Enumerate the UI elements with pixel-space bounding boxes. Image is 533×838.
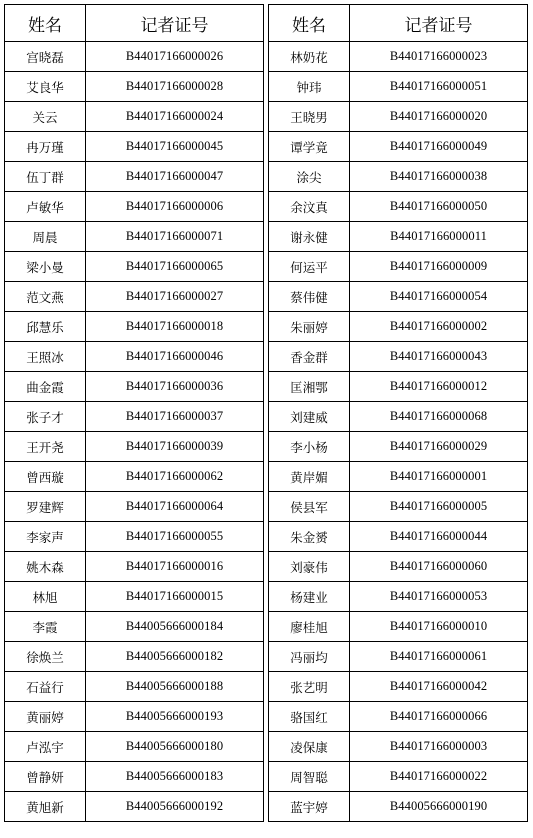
table-row bbox=[5, 642, 264, 672]
press-card-number-cell: B44017166000042 bbox=[350, 672, 528, 702]
table-row bbox=[269, 252, 528, 282]
reporter-name-cell: 余汶真 bbox=[269, 192, 350, 222]
press-card-number-cell: B44017166000027 bbox=[86, 282, 264, 312]
table-row bbox=[269, 792, 528, 822]
table-row bbox=[269, 72, 528, 102]
press-card-number-cell: B44017166000071 bbox=[86, 222, 264, 252]
table-row bbox=[269, 162, 528, 192]
reporter-name-cell: 周晨 bbox=[5, 222, 86, 252]
press-card-number-cell: B44005666000193 bbox=[86, 702, 264, 732]
press-card-number-cell: B44017166000046 bbox=[86, 342, 264, 372]
reporter-name-cell: 林奶花 bbox=[269, 42, 350, 72]
reporter-name-cell: 张艺明 bbox=[269, 672, 350, 702]
table-row bbox=[269, 402, 528, 432]
reporter-name-cell: 曲金霞 bbox=[5, 372, 86, 402]
table-row bbox=[5, 462, 264, 492]
press-card-number-cell: B44017166000002 bbox=[350, 312, 528, 342]
press-card-number-cell: B44005666000183 bbox=[86, 762, 264, 792]
roster-container bbox=[4, 4, 528, 822]
table-row bbox=[269, 102, 528, 132]
table-row bbox=[5, 192, 264, 222]
press-card-number-cell: B44017166000009 bbox=[350, 252, 528, 282]
reporter-name-cell: 梁小曼 bbox=[5, 252, 86, 282]
reporter-name-cell: 朱金赟 bbox=[269, 522, 350, 552]
press-card-number-cell: B44017166000003 bbox=[350, 732, 528, 762]
header-row bbox=[269, 5, 528, 42]
press-card-number-cell: B44017166000020 bbox=[350, 102, 528, 132]
table-row bbox=[5, 612, 264, 642]
table-row bbox=[269, 522, 528, 552]
roster-body-left bbox=[5, 42, 264, 822]
table-row bbox=[5, 402, 264, 432]
card-column-header: 记者证号 bbox=[350, 5, 528, 42]
reporter-name-cell: 徐焕兰 bbox=[5, 642, 86, 672]
reporter-name-cell: 蔡伟健 bbox=[269, 282, 350, 312]
reporter-name-cell: 林旭 bbox=[5, 582, 86, 612]
press-card-number-cell: B44017166000037 bbox=[86, 402, 264, 432]
table-row bbox=[5, 42, 264, 72]
reporter-name-cell: 黄丽婷 bbox=[5, 702, 86, 732]
press-card-number-cell: B44017166000050 bbox=[350, 192, 528, 222]
table-row bbox=[269, 462, 528, 492]
reporter-name-cell: 匡湘鄂 bbox=[269, 372, 350, 402]
table-row bbox=[269, 132, 528, 162]
press-card-number-cell: B44017166000026 bbox=[86, 42, 264, 72]
reporter-name-cell: 刘豪伟 bbox=[269, 552, 350, 582]
reporter-name-cell: 黄岸媚 bbox=[269, 462, 350, 492]
reporter-name-cell: 刘建威 bbox=[269, 402, 350, 432]
press-card-number-cell: B44017166000044 bbox=[350, 522, 528, 552]
press-card-number-cell: B44017166000006 bbox=[86, 192, 264, 222]
reporter-name-cell: 范文燕 bbox=[5, 282, 86, 312]
press-card-number-cell: B44017166000053 bbox=[350, 582, 528, 612]
table-row bbox=[5, 252, 264, 282]
press-card-number-cell: B44017166000018 bbox=[86, 312, 264, 342]
press-card-number-cell: B44005666000188 bbox=[86, 672, 264, 702]
table-row bbox=[5, 732, 264, 762]
roster-table-left bbox=[4, 4, 264, 822]
reporter-name-cell: 香金群 bbox=[269, 342, 350, 372]
table-row bbox=[269, 672, 528, 702]
reporter-name-cell: 王开尧 bbox=[5, 432, 86, 462]
press-card-number-cell: B44017166000051 bbox=[350, 72, 528, 102]
table-row bbox=[5, 552, 264, 582]
table-row bbox=[5, 282, 264, 312]
press-card-number-cell: B44017166000038 bbox=[350, 162, 528, 192]
roster-table-right bbox=[268, 4, 528, 822]
table-row bbox=[269, 372, 528, 402]
table-row bbox=[269, 762, 528, 792]
press-card-number-cell: B44017166000062 bbox=[86, 462, 264, 492]
reporter-name-cell: 杨建业 bbox=[269, 582, 350, 612]
table-row bbox=[269, 732, 528, 762]
header-row bbox=[5, 5, 264, 42]
table-row bbox=[269, 432, 528, 462]
name-column-header: 姓名 bbox=[5, 5, 86, 42]
table-row bbox=[5, 522, 264, 552]
press-card-number-cell: B44005666000180 bbox=[86, 732, 264, 762]
press-card-number-cell: B44005666000192 bbox=[86, 792, 264, 822]
table-row bbox=[269, 312, 528, 342]
reporter-name-cell: 涂尖 bbox=[269, 162, 350, 192]
table-row bbox=[5, 72, 264, 102]
reporter-name-cell: 石益行 bbox=[5, 672, 86, 702]
press-card-number-cell: B44017166000023 bbox=[350, 42, 528, 72]
table-row bbox=[269, 282, 528, 312]
table-row bbox=[269, 612, 528, 642]
reporter-name-cell: 曾西璇 bbox=[5, 462, 86, 492]
reporter-name-cell: 李霞 bbox=[5, 612, 86, 642]
table-row bbox=[5, 102, 264, 132]
table-row bbox=[5, 582, 264, 612]
table-row bbox=[5, 702, 264, 732]
reporter-name-cell: 卢泓宇 bbox=[5, 732, 86, 762]
reporter-name-cell: 卢敏华 bbox=[5, 192, 86, 222]
press-card-number-cell: B44017166000047 bbox=[86, 162, 264, 192]
reporter-name-cell: 何运平 bbox=[269, 252, 350, 282]
table-row bbox=[269, 42, 528, 72]
table-row bbox=[269, 702, 528, 732]
reporter-name-cell: 钟玮 bbox=[269, 72, 350, 102]
table-row bbox=[5, 132, 264, 162]
table-row bbox=[5, 162, 264, 192]
press-card-number-cell: B44017166000055 bbox=[86, 522, 264, 552]
table-row bbox=[5, 342, 264, 372]
table-row bbox=[5, 312, 264, 342]
reporter-name-cell: 李家声 bbox=[5, 522, 86, 552]
table-row bbox=[5, 792, 264, 822]
table-row bbox=[5, 372, 264, 402]
table-row bbox=[269, 552, 528, 582]
press-card-number-cell: B44017166000064 bbox=[86, 492, 264, 522]
reporter-name-cell: 伍丁群 bbox=[5, 162, 86, 192]
reporter-name-cell: 骆国红 bbox=[269, 702, 350, 732]
table-row bbox=[5, 672, 264, 702]
reporter-name-cell: 宫晓磊 bbox=[5, 42, 86, 72]
press-card-number-cell: B44017166000011 bbox=[350, 222, 528, 252]
press-card-number-cell: B44017166000015 bbox=[86, 582, 264, 612]
table-row bbox=[5, 432, 264, 462]
roster-body-right bbox=[269, 42, 528, 822]
reporter-name-cell: 凌保康 bbox=[269, 732, 350, 762]
table-row bbox=[269, 642, 528, 672]
press-card-number-cell: B44017166000001 bbox=[350, 462, 528, 492]
press-card-number-cell: B44017166000039 bbox=[86, 432, 264, 462]
reporter-name-cell: 关云 bbox=[5, 102, 86, 132]
reporter-name-cell: 谭学竟 bbox=[269, 132, 350, 162]
table-row bbox=[5, 762, 264, 792]
reporter-name-cell: 张子才 bbox=[5, 402, 86, 432]
press-card-number-cell: B44017166000045 bbox=[86, 132, 264, 162]
table-row bbox=[269, 582, 528, 612]
press-card-number-cell: B44005666000184 bbox=[86, 612, 264, 642]
press-card-number-cell: B44017166000043 bbox=[350, 342, 528, 372]
reporter-name-cell: 朱丽婷 bbox=[269, 312, 350, 342]
table-row bbox=[269, 192, 528, 222]
press-card-number-cell: B44017166000024 bbox=[86, 102, 264, 132]
table-row bbox=[5, 492, 264, 522]
press-card-number-cell: B44017166000005 bbox=[350, 492, 528, 522]
reporter-name-cell: 廖桂旭 bbox=[269, 612, 350, 642]
reporter-name-cell: 蓝宇婷 bbox=[269, 792, 350, 822]
press-card-number-cell: B44017166000029 bbox=[350, 432, 528, 462]
press-card-number-cell: B44017166000065 bbox=[86, 252, 264, 282]
reporter-name-cell: 王晓男 bbox=[269, 102, 350, 132]
reporter-name-cell: 姚木森 bbox=[5, 552, 86, 582]
press-card-number-cell: B44017166000061 bbox=[350, 642, 528, 672]
reporter-name-cell: 侯县军 bbox=[269, 492, 350, 522]
card-column-header: 记者证号 bbox=[86, 5, 264, 42]
reporter-name-cell: 冉万瑾 bbox=[5, 132, 86, 162]
press-card-number-cell: B44017166000054 bbox=[350, 282, 528, 312]
reporter-name-cell: 周智聪 bbox=[269, 762, 350, 792]
press-card-number-cell: B44017166000060 bbox=[350, 552, 528, 582]
press-card-number-cell: B44017166000012 bbox=[350, 372, 528, 402]
reporter-name-cell: 王照冰 bbox=[5, 342, 86, 372]
reporter-name-cell: 艾良华 bbox=[5, 72, 86, 102]
table-row bbox=[269, 222, 528, 252]
reporter-name-cell: 谢永健 bbox=[269, 222, 350, 252]
name-column-header: 姓名 bbox=[269, 5, 350, 42]
press-card-number-cell: B44017166000022 bbox=[350, 762, 528, 792]
press-card-number-cell: B44017166000028 bbox=[86, 72, 264, 102]
press-card-number-cell: B44017166000066 bbox=[350, 702, 528, 732]
reporter-name-cell: 罗建辉 bbox=[5, 492, 86, 522]
reporter-name-cell: 冯丽均 bbox=[269, 642, 350, 672]
press-card-number-cell: B44005666000190 bbox=[350, 792, 528, 822]
table-row bbox=[5, 222, 264, 252]
table-row bbox=[269, 492, 528, 522]
table-row bbox=[269, 342, 528, 372]
reporter-name-cell: 李小杨 bbox=[269, 432, 350, 462]
press-card-number-cell: B44017166000068 bbox=[350, 402, 528, 432]
reporter-name-cell: 黄旭新 bbox=[5, 792, 86, 822]
reporter-name-cell: 曾静妍 bbox=[5, 762, 86, 792]
press-card-number-cell: B44017166000049 bbox=[350, 132, 528, 162]
press-card-number-cell: B44017166000010 bbox=[350, 612, 528, 642]
press-card-number-cell: B44017166000016 bbox=[86, 552, 264, 582]
reporter-name-cell: 邱慧乐 bbox=[5, 312, 86, 342]
press-card-number-cell: B44017166000036 bbox=[86, 372, 264, 402]
press-card-number-cell: B44005666000182 bbox=[86, 642, 264, 672]
